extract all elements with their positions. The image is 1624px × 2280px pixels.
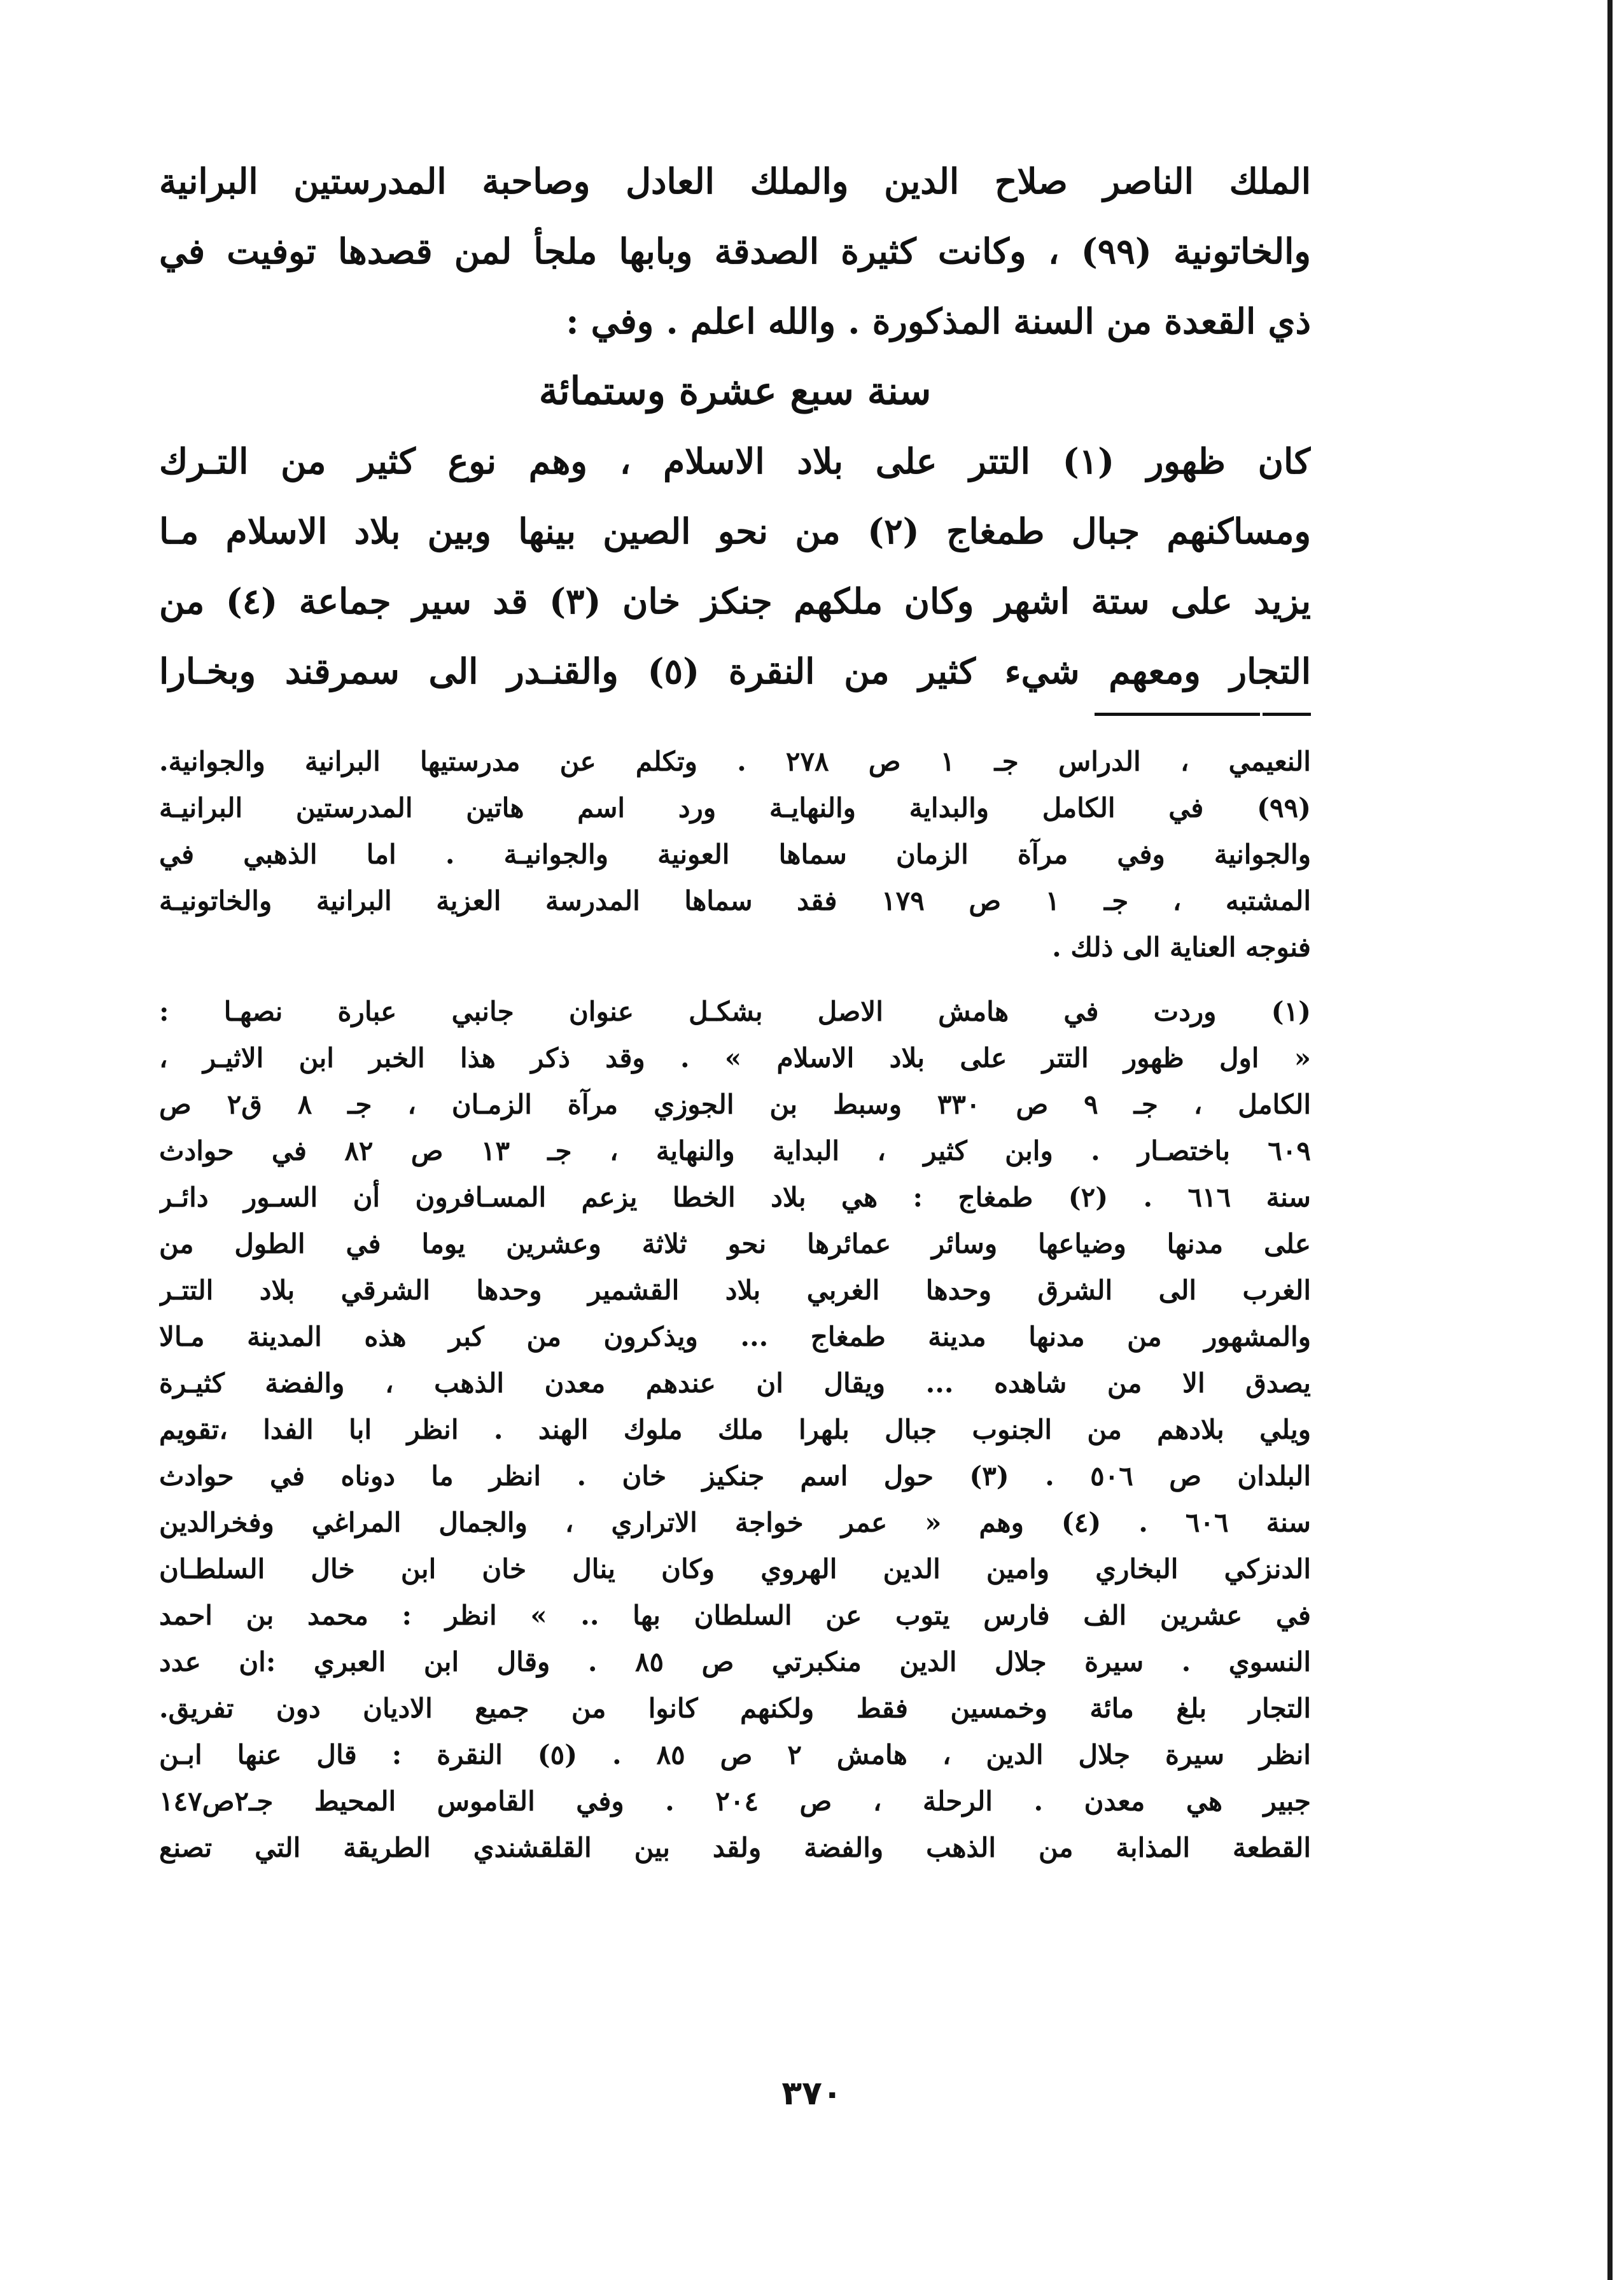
- main-text-line: والخاتونية (٩٩) ، وكانت كثيرة الصدقة وبابها ملجأ لمن قصدها توفيت في: [159, 230, 1311, 272]
- section-text-line: ومساكنهم جبال طمغاج (٢) من نحو الصين بينها وبين بلاد الاسلام مـا: [159, 510, 1311, 552]
- footnote-line: النعيمي ، الدراس جـ ١ ص ٢٧٨ . وتكلم عن مدرستيها البرانية والجوانية.: [159, 746, 1311, 777]
- footnote-line: التجار بلغ مائة وخمسين فقط ولكنهم كانوا من جميع الاديان دون تفريق.: [159, 1693, 1311, 1724]
- main-text: [159, 146, 1311, 706]
- footnote-line: البلدان ص ٥٠٦ . (٣) حول اسم جنكيز خان . انظر ما دوناه في حوادث: [159, 1460, 1311, 1492]
- main-text-line: ذي القعدة من السنة المذكورة . والله اعلم . وفي :: [566, 300, 1311, 342]
- footnote-line: الغرب الى الشرق وحدها الغربي بلاد القشمير وحدها الشرقي بلاد التتـر: [159, 1275, 1311, 1306]
- section-text-line: التجار ومعهم شيء كثير من النقرة (٥) والقنـدر الى سمرقند وبخـارا: [159, 650, 1311, 692]
- footnote-line: والمشهور من مدنها مدينة طمغاج ... ويذكرون من كبر هذه المدينة مـالا: [159, 1321, 1311, 1352]
- section-heading: سنة سبع عشرة وستمائة: [538, 369, 932, 414]
- section-text-line: كان ظهور (١) التتر على بلاد الاسلام ، وهم نوع كثير من التـرك: [159, 440, 1311, 482]
- page-edge-line: [1607, 0, 1613, 2280]
- footnote-line: (٩٩) في الكامل والبداية والنهايـة ورد اسم هاتين المدرستين البرانيـة: [159, 792, 1311, 823]
- footnote-separator: [1095, 713, 1311, 716]
- footnote-line: يصدق الا من شاهده ... ويقال ان عندهم معدن الذهب ، والفضة كثيـرة: [159, 1367, 1311, 1399]
- footnote-line: الكامل ، جـ ٩ ص ٣٣٠ وسبط بن الجوزي مرآة الزمـان ، جـ ٨ ق٢ ص: [159, 1089, 1311, 1120]
- footnote-line: (١) وردت في هامش الاصل بشكـل عنوان جانبي عبارة نصهـا :: [159, 996, 1311, 1027]
- main-text-line: الملك الناصر صلاح الدين والملك العادل وصاحبة المدرستين البرانية: [159, 160, 1311, 202]
- footnotes: [159, 738, 1311, 1871]
- footnote-line: المشتبه ، جـ ١ ص ١٧٩ فقد سماها المدرسة العزية البرانية والخاتونيـة: [159, 885, 1311, 916]
- section-text-line: يزيد على ستة اشهر وكان ملكهم جنكز خان (٣) قد سير جماعة (٤) من: [159, 580, 1311, 622]
- footnote-line: سنة ٦١٦ . (٢) طمغاج : هي بلاد الخطا يزعم المسـافرون أن السـور دائـر: [159, 1182, 1311, 1213]
- footnote-line: ويلي بلادهم من الجنوب جبال بلهرا ملك ملوك الهند . انظر ابا الفدا ،تقويم: [159, 1414, 1311, 1445]
- footnote-line: على مدنها وضياعها وسائر عمائرها نحو ثلاثة وعشرين يوما في الطول من: [159, 1228, 1311, 1259]
- page-number: ٣٧٠: [781, 2074, 843, 2113]
- footnote-line: في عشرين الف فارس يتوب عن السلطان بها .. » انظر : محمد بن احمد: [159, 1600, 1311, 1631]
- footnote-line: والجوانية وفي مرآة الزمان سماها العونية والجوانيـة . اما الذهبي في: [159, 839, 1311, 870]
- footnote-separator-gap: [1260, 713, 1263, 716]
- footnote-line: جبير هي معدن . الرحلة ، ص ٢٠٤ . وفي القاموس المحيط جـ٢ص١٤٧: [159, 1786, 1311, 1817]
- footnote-line: النسوي . سيرة جلال الدين منكبرتي ص ٨٥ . وقال ابن العبري :ان عدد: [159, 1646, 1311, 1677]
- footnote-line: فنوجه العناية الى ذلك .: [1052, 932, 1311, 963]
- footnote-line: القطعة المذابة من الذهب والفضة ولقد بين القلقشندي الطريقة التي تصنع: [159, 1832, 1311, 1863]
- footnote-line: انظر سيرة جلال الدين ، هامش ٢ ص ٨٥ . (٥) النقرة : قال عنها ابـن: [159, 1739, 1311, 1770]
- footnote-gap: [159, 970, 1311, 988]
- footnote-line: ٦٠٩ باختصـار . وابن كثير ، البداية والنهاية ، جـ ١٣ ص ٨٢ في حوادث: [159, 1135, 1311, 1166]
- footnote-line: الدنزكي البخاري وامين الدين الهروي وكان ينال خان ابن خال السلطـان: [159, 1553, 1311, 1584]
- footnote-line: سنة ٦٠٦ . (٤) وهم « عمر خواجة الاتراري ، والجمال المراغي وفخرالدين: [159, 1507, 1311, 1538]
- footnote-line: « اول ظهور التتر على بلاد الاسلام » . وقد ذكر هذا الخبر ابن الاثيـر ،: [159, 1042, 1311, 1074]
